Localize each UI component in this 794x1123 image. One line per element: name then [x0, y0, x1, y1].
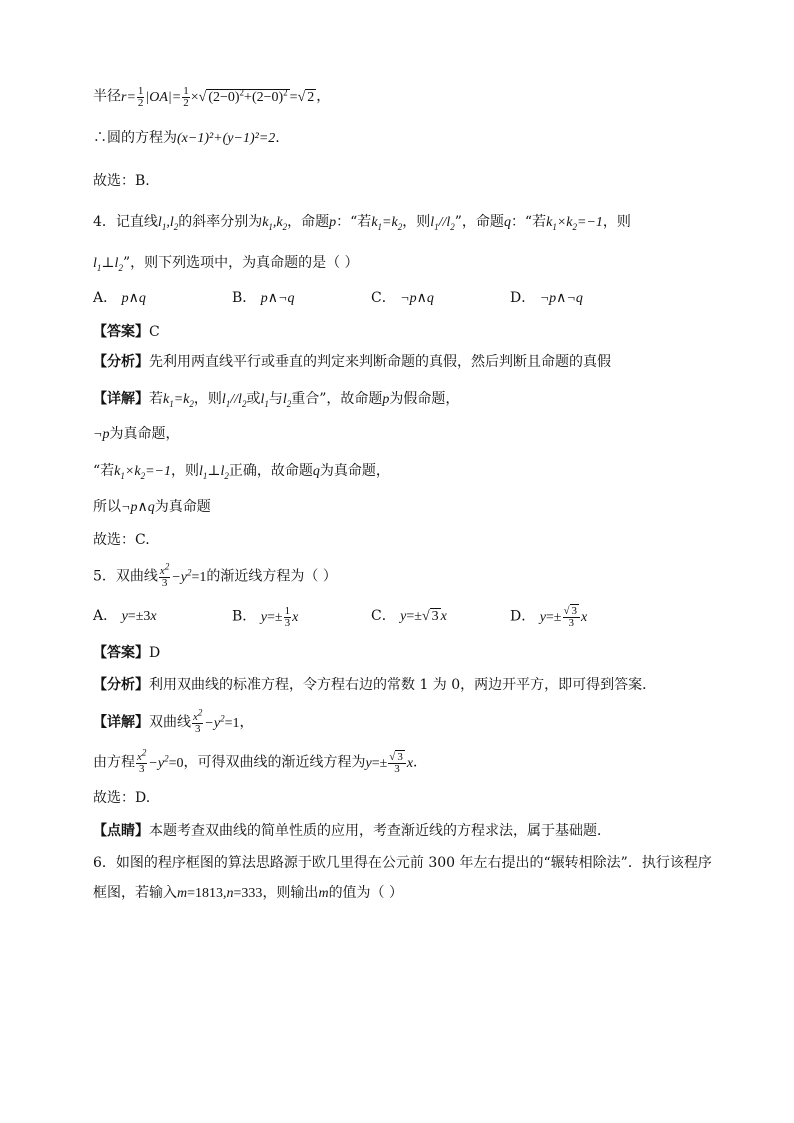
q5-stem: 5．双曲线 $\frac{x^2}{3}$ $-y^2=1$的渐近线方程为（ ）	[93, 561, 337, 589]
q5-answer: 【答案】D	[93, 645, 161, 661]
q4-analysis: 【分析】先利用两直线平行或垂直的判定来判断命题的真假，然后判断且命题的真假	[93, 354, 611, 370]
q4-option-c: C． ¬p∧q	[371, 290, 434, 306]
q5-detail-line1: 【详解】双曲线 $\frac{x^2}{3}$ $-y^2=1$，	[93, 707, 254, 735]
q4-option-b: B． p∧¬q	[232, 290, 295, 306]
q4-stem-line2: $l_1\perp l_2$”，则下列选项中，为真命题的是（ ）	[93, 255, 359, 273]
q5-analysis: 【分析】利用双曲线的标准方程，令方程右边的常数 1 为 0，两边开平方，即可得到答案．	[93, 677, 657, 693]
q5-select: 故选：D.	[93, 790, 151, 806]
q5-comment: 【点睛】本题考查双曲线的简单性质的应用，考查渐近线的方程求法，属于基础题．	[93, 823, 611, 839]
q5-option-d: D． y=± $\frac{√ 3}{3}$ x	[510, 605, 588, 629]
q4-select: 故选：C.	[93, 532, 150, 548]
q5-detail-line2: 由方程 $\frac{x^2}{3}$ $-y^2=0$，可得双曲线的渐近线方程为y=± $\frac{√ 3}{3}$ x．	[93, 747, 428, 775]
q4-detail-line2: ¬p为真命题，	[93, 426, 180, 442]
select-answer-b: 故选：B.	[93, 173, 150, 189]
q4-detail-line1: 【详解】若$k_1=k_2$，则$l_1//l_2$或$l_1$与$l_2$重合”，故命题p为假命题，	[93, 391, 460, 409]
q4-detail-line4: 所以¬p∧q为真命题	[93, 499, 211, 515]
q6-stem-line1: 6．如图的程序框图的算法思路源于欧几里得在公元前 300 年左右提出的“辗转相除法”．执行该程序	[93, 855, 712, 871]
q5-option-b: B． y=± $\frac{1}{3}$ x	[232, 605, 299, 629]
radius-formula: r= $\frac{1}{2}$ |OA|= $\frac{1}{2}$ ×√ $(2-0)^2+(2-0)^2$ =√ 2	[121, 85, 315, 109]
circle-equation-line: ∴圆的方程为(x−1)²+(y−1)²=2.	[93, 130, 280, 146]
q4-option-a: A． p∧q	[93, 290, 146, 306]
q4-answer: 【答案】C	[93, 324, 160, 340]
q5-option-a: A． y=±3x	[93, 608, 157, 624]
q4-option-d: D． ¬p∧¬q	[510, 290, 583, 306]
q4-detail-line3: “若$k_1\times k_2=-1$，则$l_1\perp l_2$正确，故命题q为真命题，	[93, 463, 390, 481]
q4-stem-line1: 4．记直线$l_1,l_2$的斜率分别为$k_1,k_2$，命题p：“若$k_1=k_2$，则$l_1//l_2$”，命题q：“若$k_1\times k_2=-1$，则	[93, 214, 631, 232]
q6-stem-line2: 框图，若输入m=1813,n=333，则输出m的值为（ ）	[93, 885, 404, 901]
radius-line: 半径r= $\frac{1}{2}$ |OA|= $\frac{1}{2}$ ×√ $(2-0)^2+(2-0)^2$ =√ 2 ，	[93, 85, 331, 109]
q5-option-c: C． y=±√ 3 x	[371, 608, 447, 624]
